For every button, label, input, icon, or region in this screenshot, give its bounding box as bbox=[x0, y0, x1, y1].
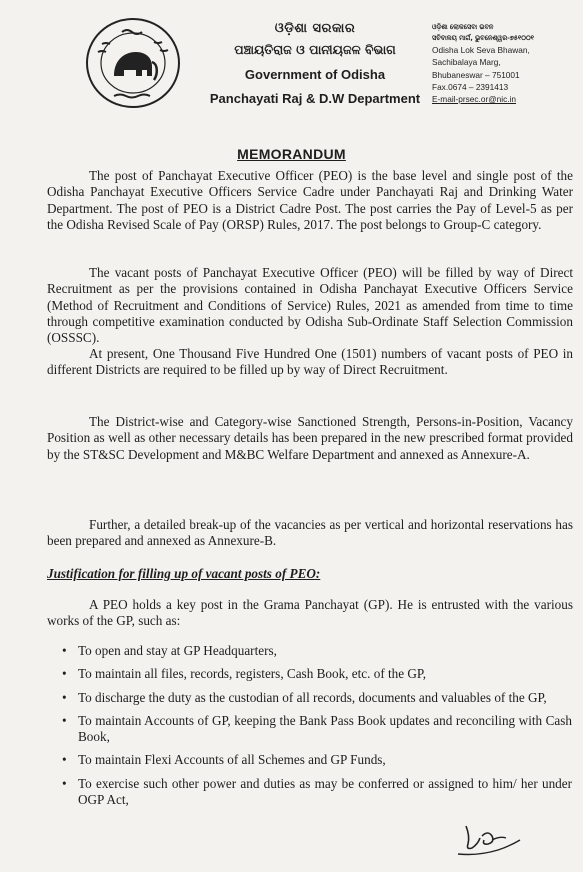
list-item bbox=[62, 713, 572, 746]
list-item bbox=[62, 643, 572, 659]
list-item bbox=[62, 752, 572, 768]
bullet-icon: • bbox=[62, 643, 67, 658]
list-item bbox=[62, 690, 572, 706]
paragraph-annexure-a: The District-wise and Category-wise Sanctioned Strength, Persons-in-Position, Vacancy Position as well as other necessary details has been prepared in the new prescribed format provided by the ST&SC Development and M&BC Welfare Department and annexed as Annexure-A. bbox=[47, 414, 573, 462]
bullet-icon: • bbox=[62, 752, 67, 768]
list-item-text: To open and stay at GP Headquarters, bbox=[78, 643, 277, 658]
bullet-icon: • bbox=[62, 689, 67, 705]
header-department: Panchayati Raj & D.W Department bbox=[209, 91, 421, 106]
list-item bbox=[62, 776, 572, 809]
bullet-icon: • bbox=[62, 666, 67, 682]
duties-list bbox=[62, 643, 572, 815]
header-center bbox=[195, 20, 435, 106]
bullet-icon: • bbox=[62, 712, 67, 728]
paragraph-peo-post: The post of Panchayat Executive Officer (PEO) is the base level and single post of the Odisha Panchayat Executive Officers Service Cadre under Panchayati Raj and Drinking Water Department. The post of PEO is a District Cadre Post. The post carries the Pay of Level-5 as per the Odisha Revised Scale of Pay (ORSP) Rules, 2017. The post belongs to Group-C category. bbox=[47, 168, 573, 232]
address-line3: Bhubaneswar – 751001 bbox=[432, 69, 520, 80]
bullet-icon: • bbox=[62, 775, 67, 791]
header-odia-department: ପଞ୍ଚାୟତିରାଜ ଓ ପାନୀୟଜଳ ବିଭାଗ bbox=[234, 42, 396, 57]
fax-number: Fax.0674 – 2391413 bbox=[432, 81, 509, 92]
section-heading-justification: Justification for filling up of vacant posts of PEO: bbox=[47, 566, 321, 581]
header-address-block bbox=[432, 22, 582, 105]
paragraph-justification-intro: A PEO holds a key post in the Grama Panchayat (GP). He is entrusted with the various works of the GP, such as: bbox=[47, 597, 573, 629]
list-item-text: To maintain Flexi Accounts of all Schemes and GP Funds, bbox=[78, 752, 386, 768]
address-odia-line1: ଓଡ଼ିଶା ଲୋକସେବା ଭବନ bbox=[432, 23, 494, 31]
paragraph-recruitment: The vacant posts of Panchayat Executive Officer (PEO) will be filled by way of Direct Recruitment as per the provisions contained in Odisha Panchayat Executive Officers Service (Method of Recruitment and Conditions of Service) Rules, 2021 as amended from time to time through competitive examination conducted by Odisha Sub-Ordinate Staff Selection Commission (OSSSC). bbox=[47, 265, 573, 346]
list-item-text: To maintain Accounts of GP, keeping the Bank Pass Book updates and reconciling with Cash Book, bbox=[78, 712, 572, 745]
email-address: E-mail-prsec.or@nic.in bbox=[432, 94, 517, 105]
list-item-text: To maintain all files, records, registers, Cash Book, etc. of the GP, bbox=[78, 666, 427, 682]
list-item-text: To exercise such other power and duties as may be conferred or assigned to him/ her under OGP Act, bbox=[78, 775, 572, 808]
paragraph-annexure-b: Further, a detailed break-up of the vacancies as per vertical and horizontal reservations has been prepared and annexed as Annexure-B. bbox=[47, 517, 573, 549]
header-odia-government: ଓଡ଼ିଶା ସରକାର bbox=[274, 21, 356, 36]
address-line1: Odisha Lok Seva Bhawan, bbox=[432, 45, 530, 55]
list-item bbox=[62, 666, 572, 682]
list-item-text: To discharge the duty as the custodian of all records, documents and valuables of the GP, bbox=[78, 689, 547, 705]
paragraph-vacancies: At present, One Thousand Five Hundred One (1501) numbers of vacant posts of PEO in different Districts are required to be filled up by way of Direct Recruitment. bbox=[47, 346, 573, 378]
odisha-emblem-icon bbox=[84, 16, 182, 110]
signature-icon bbox=[452, 812, 532, 864]
address-odia-line2: ସଚିବାଳୟ ମାର୍ଗ, ଭୁବନେଶ୍ୱର-୭୫୧୦୦୧ bbox=[432, 34, 535, 42]
page-title: MEMORANDUM bbox=[237, 146, 346, 162]
address-line2: Sachibalaya Marg, bbox=[432, 57, 501, 68]
header-government: Government of Odisha bbox=[244, 67, 386, 82]
